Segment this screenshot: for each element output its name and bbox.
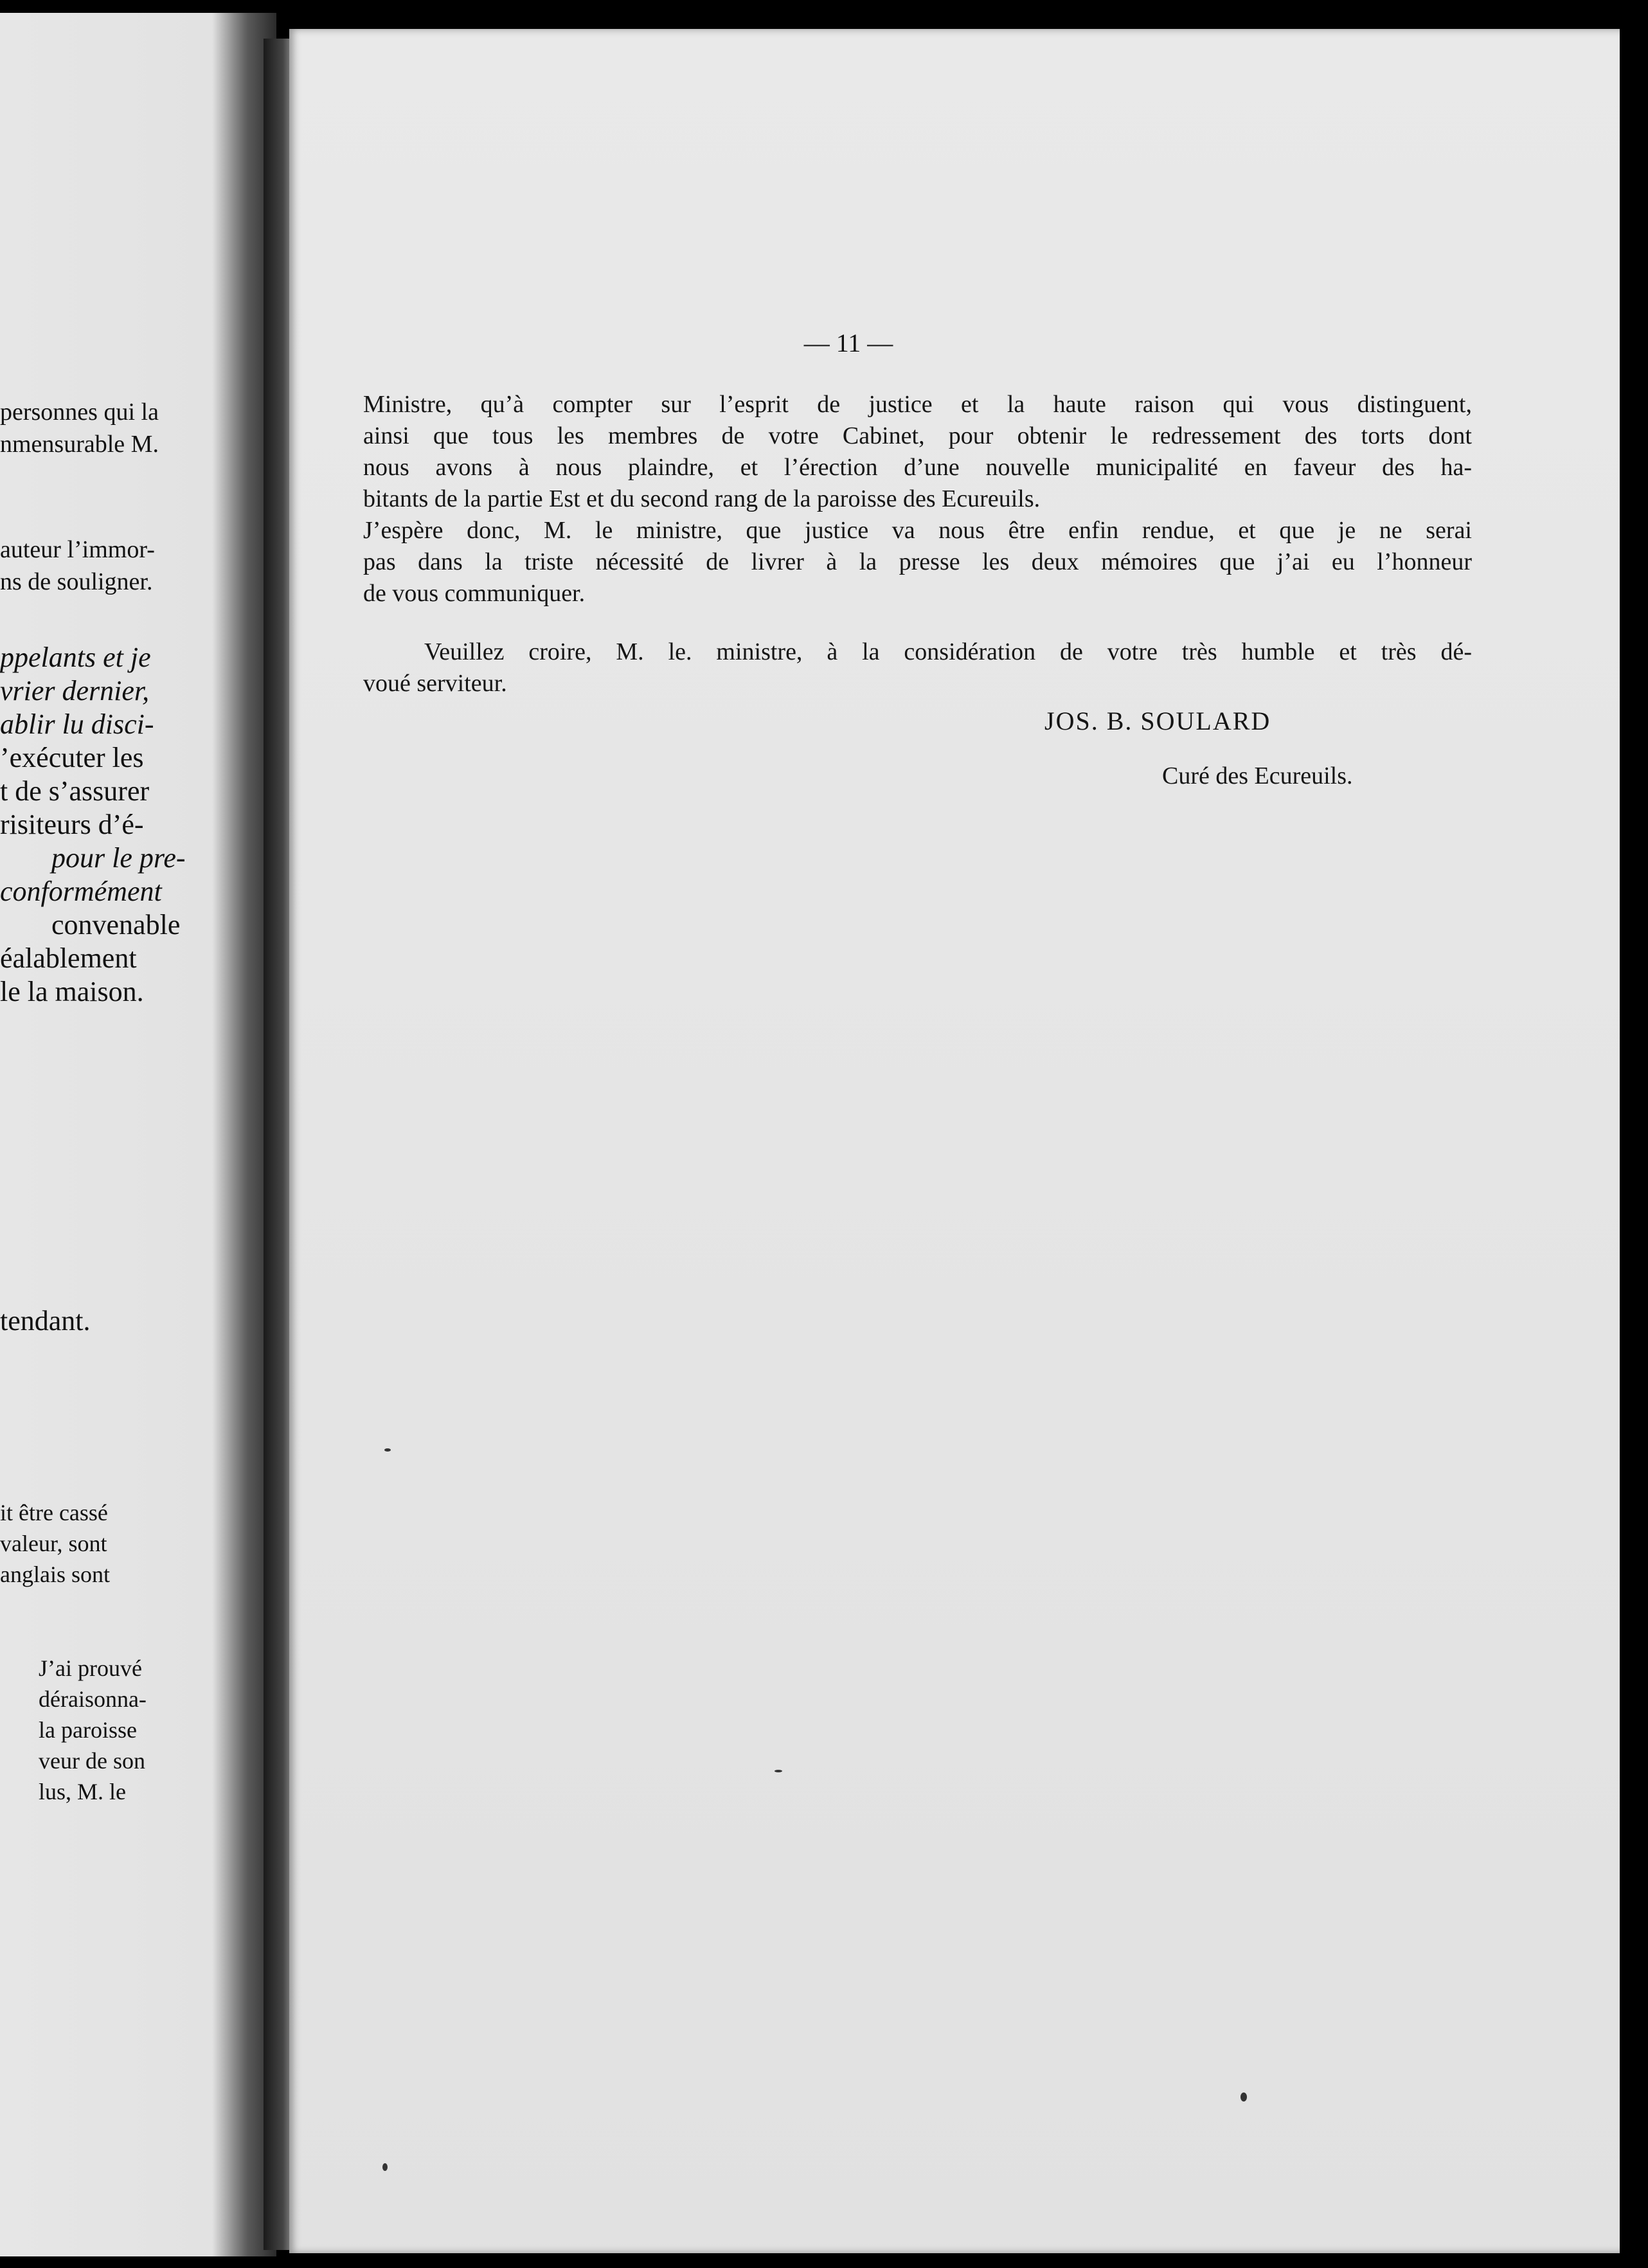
paragraph-3-line-2: voué serviteur. [363,670,507,697]
paragraph-1-line-2: ainsi que tous les membres de votre Cabinet, pour obtenir le redressement des torts dont [363,422,1472,449]
left-line-22: la paroisse [39,1717,137,1743]
paper-speck [382,2163,388,2171]
paragraph-2-line-3: de vous communiquer. [363,580,586,607]
left-line-17: it être cassé [0,1500,108,1526]
paragraph-1-line-1: Ministre, qu’à compter sur l’esprit de justice et la haute raison qui vous distinguent, [363,391,1472,418]
left-line-12: conformément [0,876,162,907]
paper-speck [775,1770,782,1772]
paragraph-2-line-1: J’espère donc, M. le ministre, que justice va nous être enfin rendue, et que je ne serai [363,517,1472,544]
letter-body [363,389,1472,699]
signature-name: JOS. B. SOULARD [1044,706,1271,735]
left-line-3: auteur l’immor- [0,536,155,563]
paragraph-1-line-4: bitants de la partie Est et du second rang de la paroisse des Ecureuils. [363,485,1041,512]
left-line-6: vrier dernier, [0,675,150,706]
left-line-13: convenable [51,909,181,941]
left-line-24: lus, M. le [39,1779,127,1805]
signature-title: Curé des Ecureuils. [1162,762,1353,789]
paper-speck [384,1448,391,1452]
left-line-23: veur de son [39,1748,145,1774]
left-line-8: ’exécuter les [0,742,144,773]
left-line-14: éalablement [0,942,137,974]
paragraph-2-line-2: pas dans la triste nécessité de livrer à la presse les deux mémoires que j’ai eu l’honneur [363,548,1472,575]
scan-border-right [1620,26,1648,2268]
paper-speck [1240,2092,1247,2102]
paragraph-3-line-1: Veuillez croire, M. le. ministre, à la considération de votre très humble et très dé- [424,638,1472,665]
left-line-20: J’ai prouvé [39,1655,142,1681]
left-line-18: valeur, sont [0,1531,107,1556]
left-line-21: déraisonna- [39,1686,147,1712]
left-line-16: tendant. [0,1305,91,1336]
left-line-1: personnes qui la [0,399,159,426]
left-line-2: nmensurable M. [0,431,159,458]
paragraph-1-line-3: nous avons à nous plaindre, et l’érection d’une nouvelle municipalité en faveur des ha- [363,454,1472,481]
page-number: — 11 — [803,328,893,357]
left-line-15: le la maison. [0,976,144,1007]
left-line-19: anglais sont [0,1562,110,1587]
page-right [289,29,1623,2253]
left-line-7: ablir lu disci- [0,708,154,740]
left-line-11: pour le pre- [51,842,186,874]
left-line-4: ns de souligner. [0,568,153,595]
left-line-9: t de s’assurer [0,775,150,807]
left-line-10: risiteurs d’é- [0,809,144,840]
left-line-5: ppelants et je [0,642,151,673]
